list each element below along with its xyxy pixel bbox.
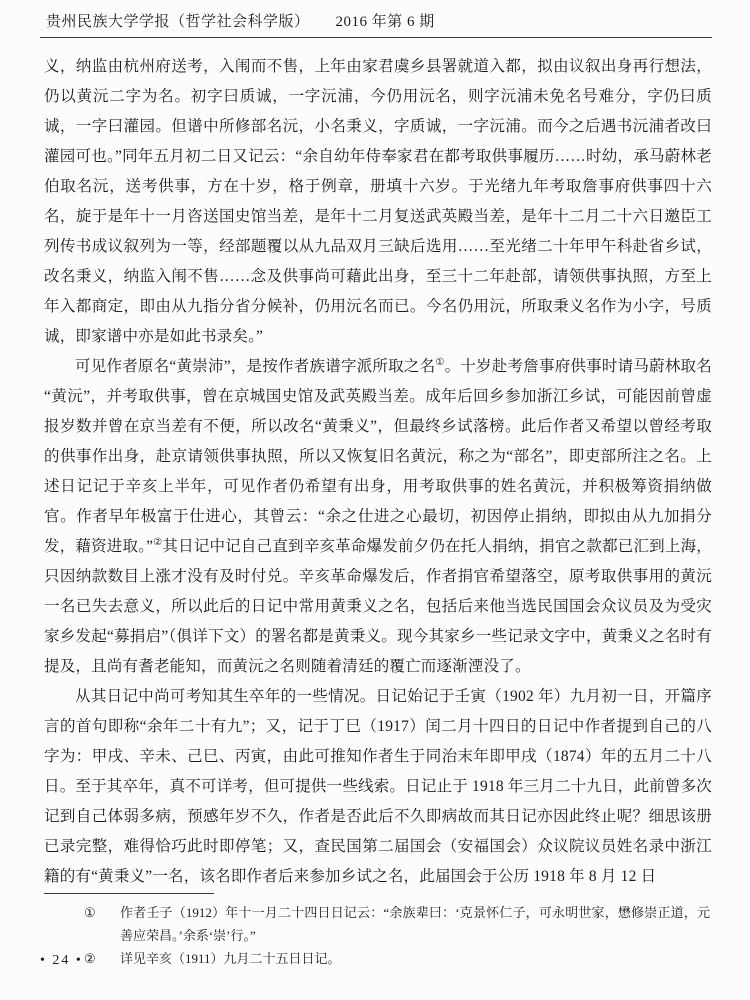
paragraph-name-analysis [44,352,712,682]
footnote-separator [44,893,214,894]
footnote-text: 详见辛亥（1911）九月二十五日日记。 [120,951,341,966]
journal-title: 贵州民族大学学报（哲学社会科学版） [46,14,310,30]
header-rule [40,37,712,38]
footnotes-section [82,901,710,970]
paragraph-text-segment: 。十岁赴考詹事府供事时请马蔚林取名“黄沅”，并考取供事，曾在京城国史馆及武英殿当差。成年后回乡参加浙江乡试，可能因前曾虚报岁数并曾在京当差有不便，所以改名“黄秉义”，但最终乡试落榜。此后作者又希望以曾经考取的供事作出身，赴京请领供事执照，所以又恢复旧名黄沅，称之为“部名”，即吏部所注之名。上述日记记于辛亥上半年，可见作者仍希望有出身，用考取供事的姓名黄沅，并积极筹资捐纳做官。作者早年极富于仕进心，其曾云：“余之仕进之心最切，初因停止捐纳，即拟由从九加捐分发，藉资进取。” [44,358,712,555]
footnote-item [82,901,710,947]
page-number: • 24 • [40,953,83,968]
issue-label: 2016 年第 6 期 [335,14,435,30]
paragraph-text-segment: 其日记中记自己直到辛亥革命爆发前夕仍在托人捐纳，捐官之款都已汇到上海，只因纳款数目上涨才没有及时付兑。辛亥革命爆发后，作者捐官希望落空，原考取供事用的黄沅一名已失去意义，所以此后的日记中常用黄秉义之名，包括后来他当选民国国会众议员及为受灾家乡发起“募捐启”（俱详下文）的署名都是黄秉义。现今其家乡一些记录文字中，黄秉义之名时有提及，且尚有耆老能知，而黄沅之名则随着清廷的覆亡而逐渐湮没了。 [44,538,712,675]
footnote-item [82,947,710,970]
paragraph-continuation: 义，纳监由杭州府送考，入闱而不售，上年由家君虞乡县署就道入都，拟由议叙出身再行想法，仍以黄沅二字为名。初字曰质诚，一字沅浦，今仍用沅名，则字沅浦未免名号难分，字仍曰质诚，一字曰灌园。但谱中所修部名沅，小名秉义，字质诚，一字沅浦。而今之后遇书沅浦者改曰灌园可也。”同年五月初二日又记云：“余自幼年侍奉家君在都考取供事履历……时幼，承马蔚林老伯取名沅，送考供事，方在十岁，格于例章，册填十六岁。于光绪九年考取詹事府供事四十六名，旋于是年十一月咨送国史馆当差，是年十二月复送武英殿当差，是年十二月二十六日邀臣工列传书成议叙列为一等，经部题覆以从九品双月三缺后选用……至光绪二十年甲午科赴省乡试，改名秉义，纳监入闱不售……念及供事尚可藉此出身，至三十二年赴部，请领供事执照，方至上年入都商定，即由从九指分省分候补，仍用沅名而已。今名仍用沅，所取秉义名作为小字，号质诚，即家谱中亦是如此书录矣。” [44,58,712,345]
footnote-text: 作者壬子（1912）年十一月二十四日日记云：“余族辈曰：‘克景怀仁子，可永明世家，懋修崇正道，元善应荣昌。’余系‘崇’行。” [120,905,710,943]
footnote-ref-2: ② [153,536,163,548]
paragraph-text-segment: 可见作者原名“黄崇沛”，是按作者族谱字派所取之名 [75,358,436,375]
footnote-marker: ② [84,951,96,966]
footnote-marker: ① [84,905,96,920]
paragraph-birth-death-dates: 从其日记中尚可考知其生卒年的一些情况。日记始记于壬寅（1902 年）九月初一日，开篇序言的首句即称“余年二十有九”；又，记于丁巳（1917）闰二月十四日的日记中作者提到自己的八字为：甲戌、辛未、己巳、丙寅，由此可推知作者生于同治末年即甲戌（1874）年的五月二十八日。至于其卒年，真不可详考，但可提供一些线索。日记止于 1918 年三月二十九日，此前曾多次记到自己体弱多病，预感年岁不久，作者是否此后不久即病故而其日记亦因此终止呢？细思该册已录完整，难得恰巧此时即停笔；又，查民国第二届国会（安福国会）众议院议员姓名录中浙江籍的有“黄秉义”一名，该名即作者后来参加乡试之名，此届国会于公历 1918 年 8 月 12 日 [44,688,712,885]
footnote-ref-1: ① [435,356,445,368]
page-header [46,10,710,31]
article-body [44,52,712,892]
